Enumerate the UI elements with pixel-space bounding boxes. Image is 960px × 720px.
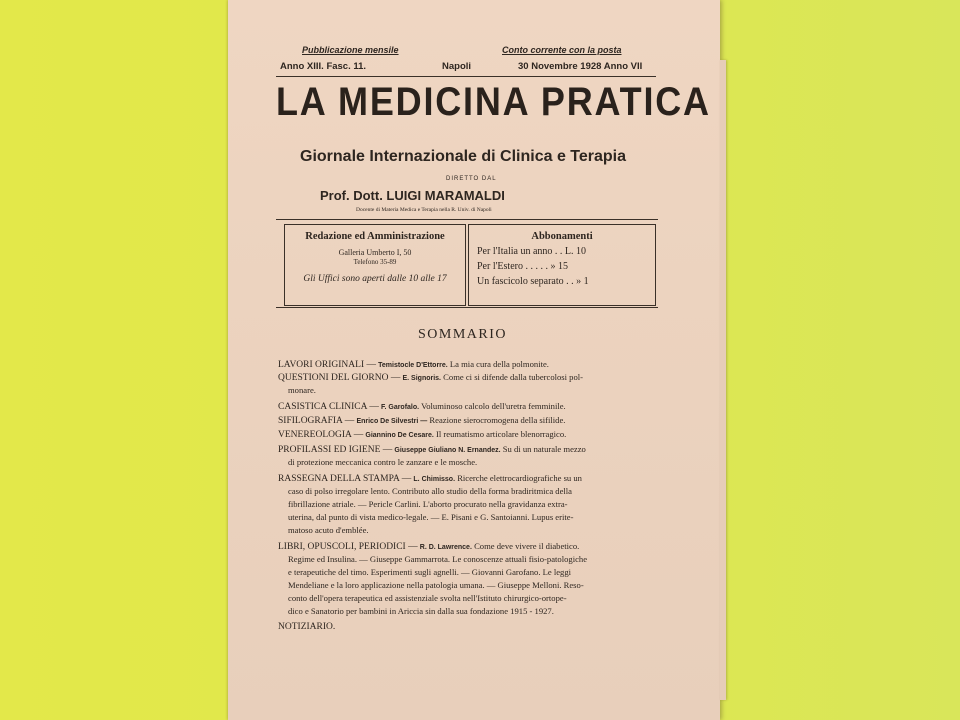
journal-title: LA MEDICINA PRATICA — [276, 80, 711, 124]
abbonamento-row: Per l'Estero . . . . . » 15 — [477, 261, 568, 272]
sommario-item — [288, 485, 572, 497]
director-name: Prof. Dott. LUIGI MARAMALDI — [320, 188, 505, 203]
sommario-item — [278, 443, 586, 457]
sommario-item — [278, 400, 566, 414]
sommario-item — [278, 358, 549, 372]
sommario-text: uterina, dal punto di vista medico-legale. — E. Pisani e G. Santoianni. Lupus erite- — [288, 512, 574, 522]
sommario-author: R. D. Lawrence. — [419, 544, 472, 551]
box-top-rule — [276, 219, 658, 220]
sommario-text: Come deve vivere il diabetico. — [474, 541, 580, 551]
redazione-phone: Telefono 35-89 — [353, 258, 397, 266]
abbonamento-row: Un fascicolo separato . . » 1 — [477, 276, 589, 287]
sommario-text: di protezione meccanica contro le zanzare e le mosche. — [288, 457, 478, 467]
sommario-text: matoso acuto d'emblée. — [288, 525, 369, 535]
sommario-item — [288, 498, 568, 510]
directed-by-label: DIRETTO DAL — [446, 176, 497, 182]
sommario-item — [278, 414, 565, 428]
sommario-section: LAVORI ORIGINALI — — [278, 360, 376, 370]
sommario-text: dico e Sanatorio per bambini in Ariccia sin dalla sua fondazione 1915 - 1927. — [288, 606, 554, 616]
sommario-text: Su di un naturale mezzo — [502, 444, 586, 454]
sommario-item — [288, 566, 571, 578]
issue-date: 30 Novembre 1928 Anno VII — [518, 61, 643, 72]
sommario-item — [288, 384, 316, 396]
sommario-author: Giuseppe Giuliano N. Ernandez. — [394, 447, 501, 454]
sommario-text: fibrillazione atriale. — Pericle Carlini. L'aborto procurato nella gravidanza extra- — [288, 499, 568, 509]
sommario-item — [288, 605, 554, 617]
sommario-text: La mia cura della polmonite. — [449, 359, 549, 369]
sommario-text: Il reumatismo articolare blenorragico. — [436, 429, 567, 439]
postal-note: Conto corrente con la posta — [502, 45, 622, 55]
sommario-item — [278, 428, 566, 442]
redazione-heading: Redazione ed Amministrazione — [305, 231, 445, 242]
sommario-text: Regime ed Insulina. — Giuseppe Gammarrota. Le conoscenze attuali fisio-patologiche — [288, 554, 588, 564]
sommario-text: Mendeliane e la loro applicazione nella patologia umana. — Giuseppe Melloni. Reso- — [288, 580, 584, 590]
redazione-hours: Gli Uffici sono aperti dalle 10 alle 17 — [303, 274, 447, 284]
journal-cover — [228, 0, 720, 720]
sommario-item — [278, 540, 579, 554]
sommario-author: E. Signoris. — [402, 375, 442, 382]
sommario-text: caso di polso irregolare lento. Contributo allo studio della forma bradiritmica della — [288, 486, 572, 496]
redazione-address: Galleria Umberto I, 50 — [338, 248, 412, 257]
sommario-text: Ricerche elettrocardiografiche su un — [457, 473, 582, 483]
sommario-item — [288, 579, 584, 591]
director-note: Docente di Materia Medica e Terapia nella R. Univ. di Napoli — [356, 207, 492, 213]
box-bottom-rule — [276, 307, 658, 308]
abbonamenti-box — [468, 224, 656, 306]
sommario-text: e terapeutiche del timo. Esperimenti sugli agnelli. — Giovanni Garofano. Le leggi — [288, 567, 572, 577]
sommario-item — [288, 524, 369, 536]
sommario-section: CASISTICA CLINICA — — [278, 402, 379, 412]
sommario-section: VENEREOLOGIA — — [278, 430, 364, 440]
sommario-text: Voluminoso calcolo dell'uretra femminile. — [421, 401, 566, 411]
abbonamento-row: Per l'Italia un anno . . L. 10 — [477, 246, 586, 257]
sommario-item — [278, 472, 582, 486]
sommario-author: Giannino De Cesare. — [365, 432, 434, 439]
sommario-section: PROFILASSI ED IGIENE — — [278, 445, 393, 455]
issue-number: Anno XIII. Fasc. 11. — [280, 61, 367, 72]
sommario-text: monare. — [288, 385, 316, 395]
journal-subtitle: Giornale Internazionale di Clinica e Terapia — [300, 148, 627, 165]
sommario-item — [288, 592, 567, 604]
sommario-text: Come ci si difende dalla tubercolosi pol- — [443, 372, 584, 382]
sommario-author: F. Garofalo. — [380, 404, 420, 411]
sommario-item — [278, 371, 583, 385]
issue-city: Napoli — [442, 61, 472, 72]
sommario-section: SIFILOGRAFIA — — [278, 416, 355, 426]
redazione-box — [284, 224, 466, 306]
sommario-section: LIBRI, OPUSCOLI, PERIODICI — — [278, 542, 418, 552]
sommario-item — [288, 511, 573, 523]
abbonamenti-heading: Abbonamenti — [531, 231, 593, 242]
sommario-author: Temistocle D'Ettorre. — [378, 362, 448, 369]
sommario-section: QUESTIONI DEL GIORNO — — [278, 373, 401, 383]
sommario-section: RASSEGNA DELLA STAMPA — — [278, 474, 412, 484]
sommario-text: Reazione sierocromogena della sifilide. — [429, 415, 566, 425]
sommario-section: NOTIZIARIO. — [278, 622, 336, 632]
publication-frequency: Pubblicazione mensile — [302, 45, 399, 55]
sommario-item — [288, 553, 587, 565]
sommario-author: Enrico De Silvestri — — [356, 418, 428, 425]
sommario-text: conto dell'opera terapeutica ed assistenziale svolta nell'Istituto chirurgico-ortope- — [288, 593, 567, 603]
masthead-rule — [276, 76, 656, 77]
sommario-item — [278, 620, 335, 633]
sommario-item — [288, 456, 477, 468]
sommario-author: L. Chimisso. — [413, 476, 456, 483]
sommario-title: SOMMARIO — [418, 327, 508, 342]
